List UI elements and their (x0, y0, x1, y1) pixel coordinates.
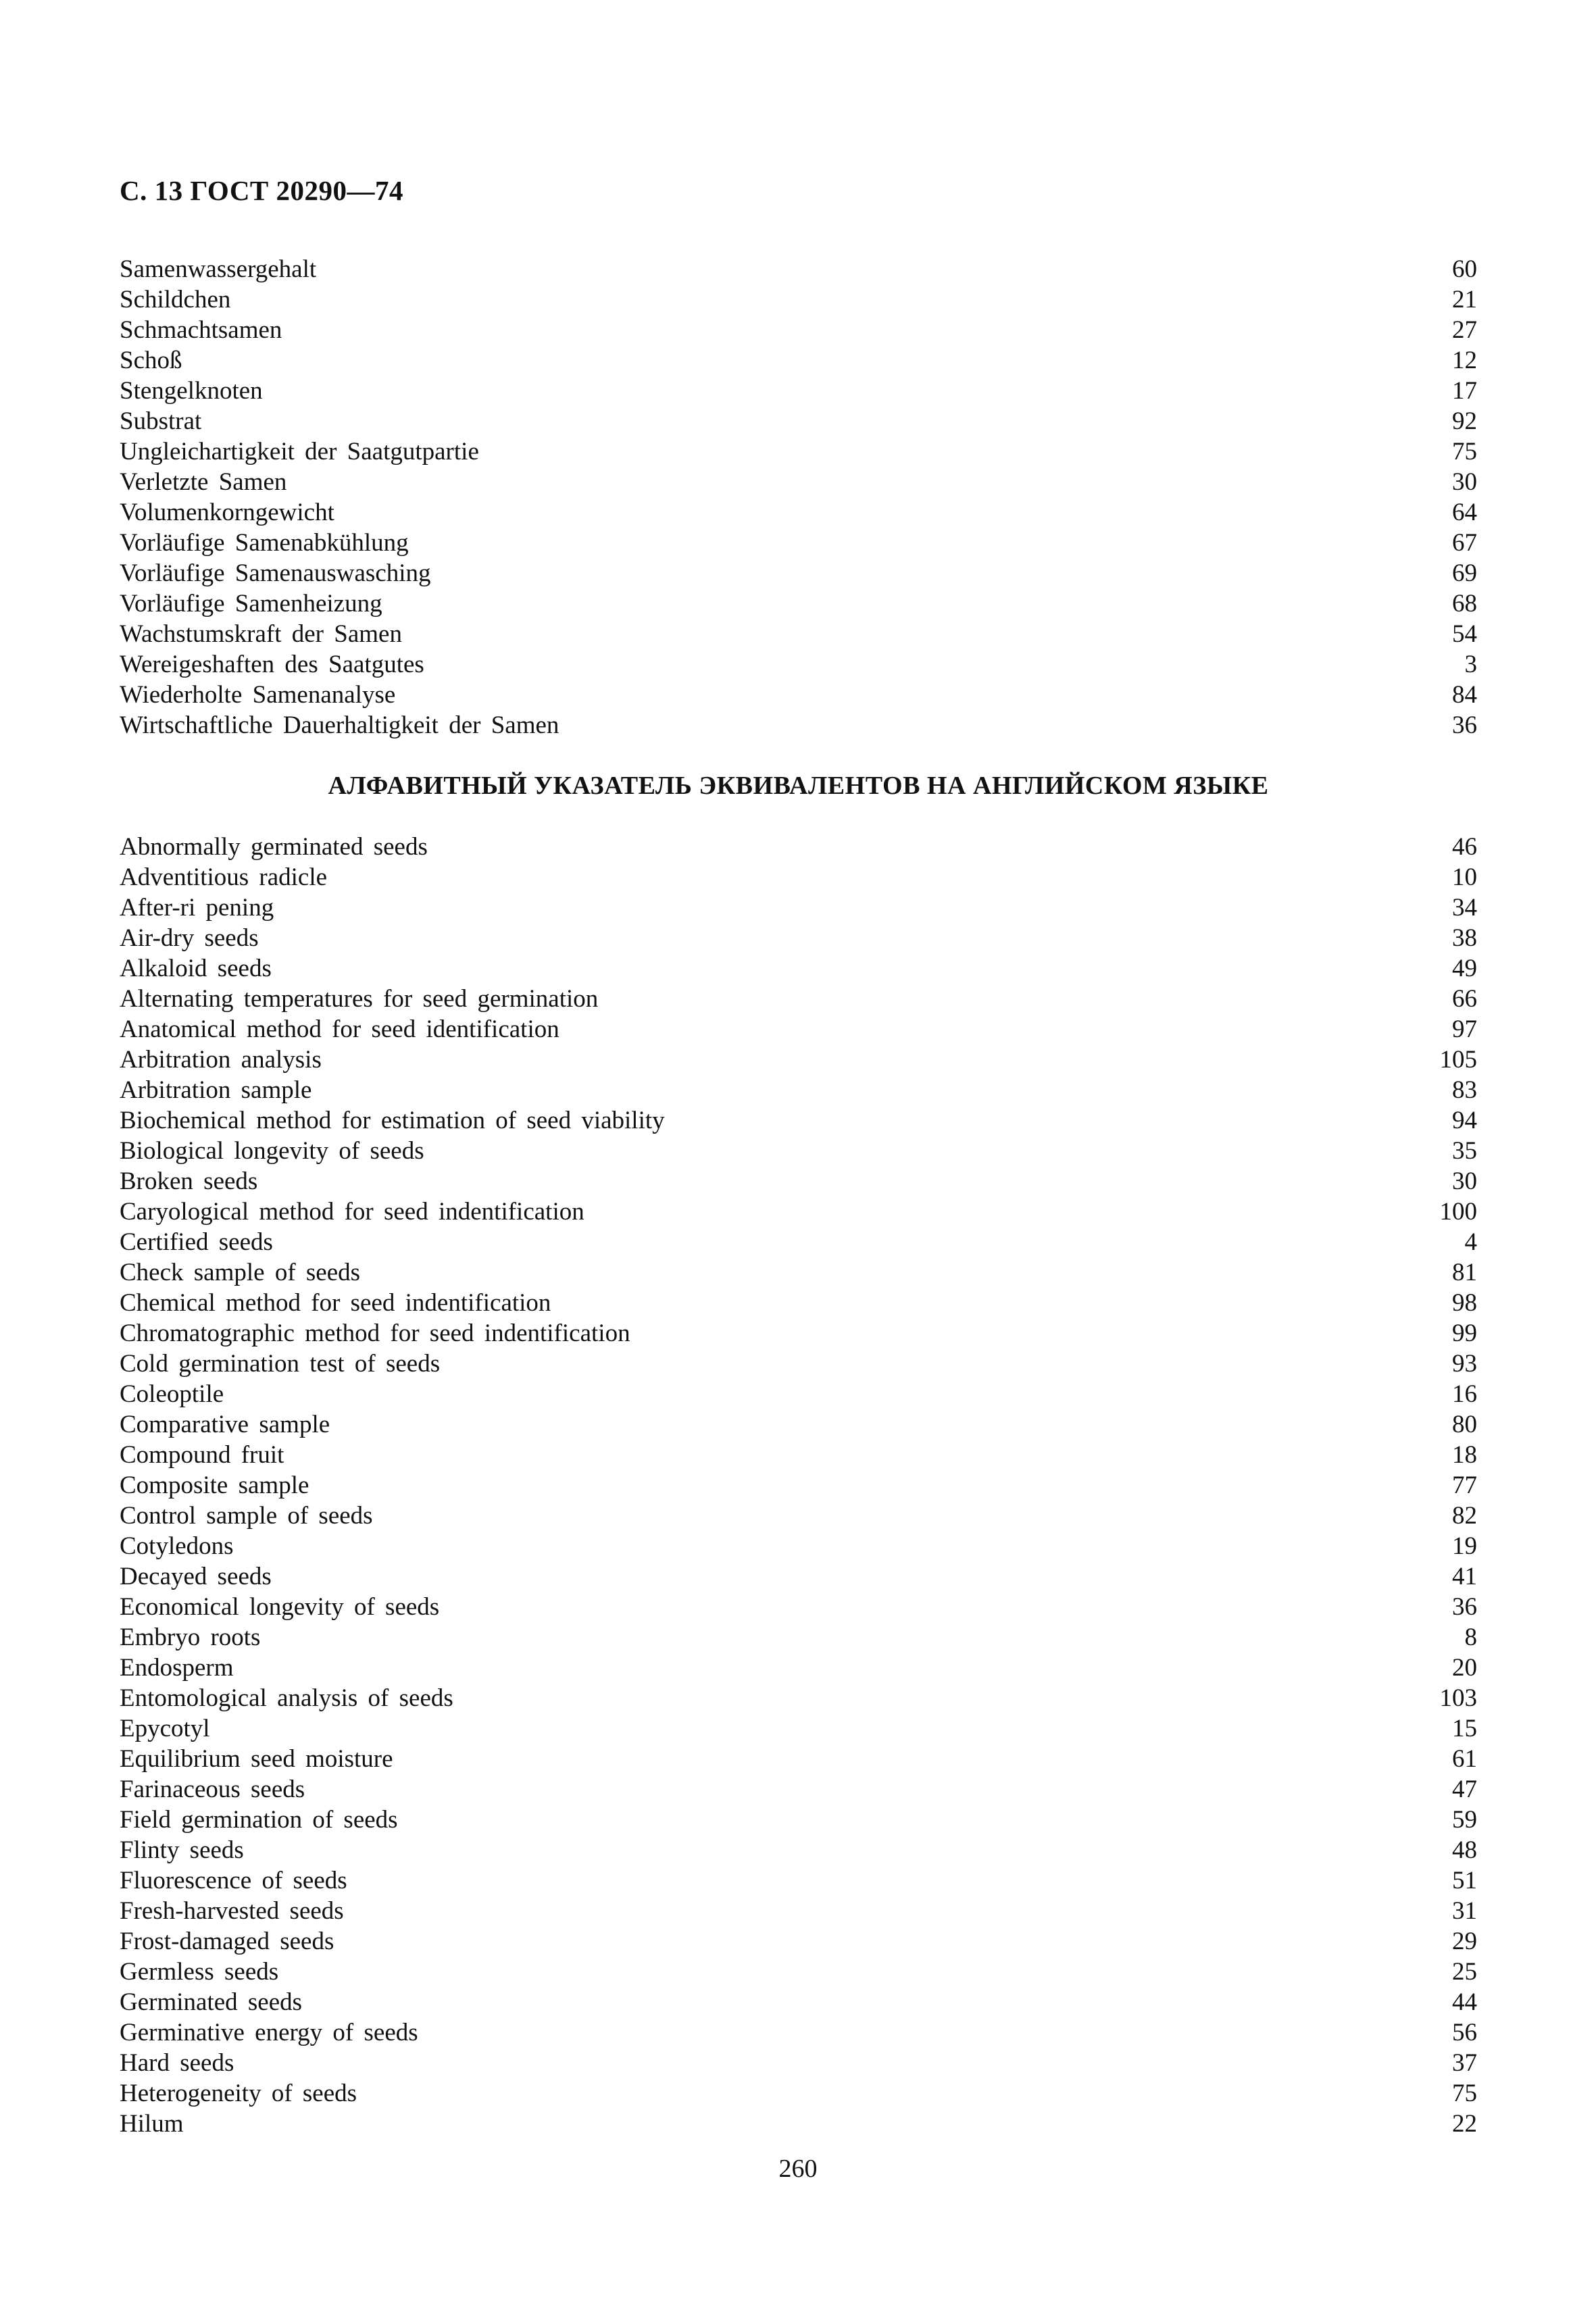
index-number: 80 (1452, 1411, 1477, 1438)
index-number: 3 (1464, 651, 1477, 678)
index-entry (120, 1288, 1477, 1318)
index-number: 54 (1452, 620, 1477, 648)
index-entry (120, 528, 1477, 558)
index-number: 8 (1464, 1624, 1477, 1651)
index-number: 51 (1452, 1867, 1477, 1894)
index-number: 46 (1452, 833, 1477, 861)
index-entry (120, 406, 1477, 436)
index-term: Caryological method for seed indentification (120, 1198, 584, 1226)
index-entry (120, 649, 1477, 680)
index-term: Schoß (120, 347, 182, 374)
index-number: 38 (1452, 924, 1477, 952)
index-entry (120, 1653, 1477, 1683)
index-term: Chromatographic method for seed indentification (120, 1319, 630, 1347)
index-entry (120, 1713, 1477, 1744)
index-term: Air-dry seeds (120, 924, 259, 952)
index-term: Farinaceous seeds (120, 1776, 305, 1803)
index-entry (120, 1622, 1477, 1653)
index-entry (120, 1349, 1477, 1379)
index-entry (120, 558, 1477, 588)
index-entry (120, 1166, 1477, 1197)
index-term: Flinty seeds (120, 1836, 244, 1864)
index-entry (120, 1227, 1477, 1257)
index-term: Biological longevity of seeds (120, 1137, 424, 1165)
index-number: 22 (1452, 2110, 1477, 2138)
index-entry (120, 1744, 1477, 1774)
index-number: 105 (1439, 1046, 1477, 1074)
index-term: Fresh-harvested seeds (120, 1897, 344, 1925)
index-term: Wachstumskraft der Samen (120, 620, 402, 648)
index-number: 83 (1452, 1076, 1477, 1104)
index-entry (120, 1440, 1477, 1470)
index-number: 84 (1452, 681, 1477, 709)
index-entry (120, 1136, 1477, 1166)
index-entry (120, 1075, 1477, 1105)
index-term: Fluorescence of seeds (120, 1867, 347, 1894)
index-entry (120, 2109, 1477, 2139)
index-number: 44 (1452, 1988, 1477, 2016)
index-entry (120, 1470, 1477, 1501)
index-number: 81 (1452, 1259, 1477, 1286)
index-number: 59 (1452, 1806, 1477, 1834)
index-number: 97 (1452, 1015, 1477, 1043)
index-number: 77 (1452, 1472, 1477, 1499)
index-term: Decayed seeds (120, 1563, 272, 1590)
index-entry (120, 923, 1477, 953)
index-entry (120, 862, 1477, 892)
index-number: 64 (1452, 499, 1477, 526)
index-number: 93 (1452, 1350, 1477, 1378)
index-term: Wirtschaftliche Dauerhaltigkeit der Samen (120, 711, 559, 739)
index-entry (120, 1896, 1477, 1926)
index-entry (120, 1774, 1477, 1805)
index-entry (120, 1683, 1477, 1713)
index-term: Embryo roots (120, 1624, 261, 1651)
index-term: Biochemical method for estimation of seed viability (120, 1107, 665, 1134)
index-term: Field germination of seeds (120, 1806, 398, 1834)
index-term: Comparative sample (120, 1411, 330, 1438)
index-term: Coleoptile (120, 1380, 224, 1408)
index-term: Wereigeshaften des Saatgutes (120, 651, 424, 678)
index-number: 41 (1452, 1563, 1477, 1590)
index-entry (120, 254, 1477, 284)
index-number: 16 (1452, 1380, 1477, 1408)
index-term: Abnormally germinated seeds (120, 833, 428, 861)
index-number: 4 (1464, 1228, 1477, 1256)
index-term: Equilibrium seed moisture (120, 1745, 393, 1773)
index-term: Ungleichartigkeit der Saatgutpartie (120, 438, 479, 466)
index-entry (120, 588, 1477, 619)
index-number: 30 (1452, 468, 1477, 496)
index-term: Hard seeds (120, 2049, 234, 2077)
index-entry (120, 1409, 1477, 1440)
index-number: 27 (1452, 316, 1477, 344)
index-term: Certified seeds (120, 1228, 273, 1256)
index-number: 66 (1452, 985, 1477, 1013)
index-entry (120, 1014, 1477, 1045)
index-term: Alkaloid seeds (120, 955, 272, 982)
index-number: 92 (1452, 407, 1477, 435)
index-number: 75 (1452, 438, 1477, 466)
index-number: 34 (1452, 894, 1477, 922)
index-entry (120, 467, 1477, 497)
index-term: Epycotyl (120, 1715, 210, 1742)
index-number: 47 (1452, 1776, 1477, 1803)
index-term: Check sample of seeds (120, 1259, 361, 1286)
index-number: 68 (1452, 590, 1477, 618)
index-term: Samenwassergehalt (120, 255, 317, 283)
index-entry (120, 436, 1477, 467)
index-entry (120, 1045, 1477, 1075)
index-term: Alternating temperatures for seed germination (120, 985, 599, 1013)
index-entry (120, 2048, 1477, 2078)
index-number: 99 (1452, 1319, 1477, 1347)
index-number: 69 (1452, 559, 1477, 587)
index-number: 30 (1452, 1167, 1477, 1195)
index-number: 29 (1452, 1928, 1477, 1955)
index-term: After-ri pening (120, 894, 274, 922)
index-entry (120, 984, 1477, 1014)
document-header: С. 13 ГОСТ 20290—74 (120, 175, 404, 206)
section-title: АЛФАВИТНЫЙ УКАЗАТЕЛЬ ЭКВИВАЛЕНТОВ НА АНГЛИЙСКОМ ЯЗЫКЕ (328, 772, 1269, 800)
index-number: 18 (1452, 1441, 1477, 1469)
index-entry (120, 1531, 1477, 1561)
index-term: Heterogeneity of seeds (120, 2080, 357, 2107)
index-entry (120, 1835, 1477, 1865)
index-number: 25 (1452, 1958, 1477, 1986)
index-term: Verletzte Samen (120, 468, 287, 496)
index-term: Wiederholte Samenanalyse (120, 681, 396, 709)
index-term: Composite sample (120, 1472, 309, 1499)
index-term: Compound fruit (120, 1441, 284, 1469)
index-number: 75 (1452, 2080, 1477, 2107)
index-number: 10 (1452, 863, 1477, 891)
index-entry (120, 345, 1477, 376)
index-entry (120, 1561, 1477, 1592)
index-entry (120, 892, 1477, 923)
index-entry (120, 376, 1477, 406)
index-term: Adventitious radicle (120, 863, 328, 891)
index-number: 49 (1452, 955, 1477, 982)
index-term: Entomological analysis of seeds (120, 1684, 453, 1712)
english-index-list (120, 832, 1477, 2139)
index-entry (120, 2017, 1477, 2048)
index-number: 61 (1452, 1745, 1477, 1773)
index-term: Hilum (120, 2110, 184, 2138)
index-number: 15 (1452, 1715, 1477, 1742)
index-term: Substrat (120, 407, 202, 435)
index-number: 100 (1439, 1198, 1477, 1226)
index-term: Endosperm (120, 1654, 234, 1682)
index-term: Broken seeds (120, 1167, 258, 1195)
index-term: Cotyledons (120, 1532, 234, 1560)
index-number: 103 (1439, 1684, 1477, 1712)
page-number: 260 (778, 2155, 818, 2183)
index-entry (120, 1105, 1477, 1136)
index-term: Chemical method for seed indentification (120, 1289, 551, 1317)
index-term: Schmachtsamen (120, 316, 282, 344)
index-number: 48 (1452, 1836, 1477, 1864)
index-term: Control sample of seeds (120, 1502, 373, 1530)
index-term: Arbitration analysis (120, 1046, 322, 1074)
index-term: Economical longevity of seeds (120, 1593, 440, 1621)
index-entry (120, 1379, 1477, 1409)
index-entry (120, 497, 1477, 528)
index-term: Cold germination test of seeds (120, 1350, 441, 1378)
index-entry (120, 710, 1477, 740)
index-number: 98 (1452, 1289, 1477, 1317)
index-entry (120, 284, 1477, 315)
index-term: Volumenkorngewicht (120, 499, 334, 526)
index-entry (120, 1926, 1477, 1957)
index-number: 36 (1452, 711, 1477, 739)
index-number: 21 (1452, 286, 1477, 313)
index-number: 20 (1452, 1654, 1477, 1682)
index-term: Germinative energy of seeds (120, 2019, 418, 2046)
index-term: Stengelknoten (120, 377, 263, 405)
index-entry (120, 315, 1477, 345)
index-number: 31 (1452, 1897, 1477, 1925)
index-entry (120, 1197, 1477, 1227)
index-entry (120, 832, 1477, 862)
index-entry (120, 1987, 1477, 2017)
index-entry (120, 1501, 1477, 1531)
index-term: Frost-damaged seeds (120, 1928, 334, 1955)
index-entry (120, 619, 1477, 649)
index-term: Vorläufige Samenabkühlung (120, 529, 409, 557)
index-term: Arbitration sample (120, 1076, 312, 1104)
index-number: 19 (1452, 1532, 1477, 1560)
index-number: 17 (1452, 377, 1477, 405)
index-entry (120, 1318, 1477, 1349)
index-entry (120, 2078, 1477, 2109)
index-number: 60 (1452, 255, 1477, 283)
german-index-list (120, 254, 1477, 740)
index-term: Vorläufige Samenauswasching (120, 559, 431, 587)
index-term: Germinated seeds (120, 1988, 303, 2016)
index-number: 35 (1452, 1137, 1477, 1165)
index-term: Germless seeds (120, 1958, 279, 1986)
index-number: 94 (1452, 1107, 1477, 1134)
index-entry (120, 1805, 1477, 1835)
index-number: 12 (1452, 347, 1477, 374)
index-entry (120, 680, 1477, 710)
index-entry (120, 953, 1477, 984)
index-entry (120, 1865, 1477, 1896)
index-number: 37 (1452, 2049, 1477, 2077)
index-term: Schildchen (120, 286, 231, 313)
index-entry (120, 1592, 1477, 1622)
index-number: 67 (1452, 529, 1477, 557)
index-term: Anatomical method for seed identification (120, 1015, 559, 1043)
index-entry (120, 1957, 1477, 1987)
index-number: 82 (1452, 1502, 1477, 1530)
index-number: 36 (1452, 1593, 1477, 1621)
index-term: Vorläufige Samenheizung (120, 590, 382, 618)
index-number: 56 (1452, 2019, 1477, 2046)
index-entry (120, 1257, 1477, 1288)
